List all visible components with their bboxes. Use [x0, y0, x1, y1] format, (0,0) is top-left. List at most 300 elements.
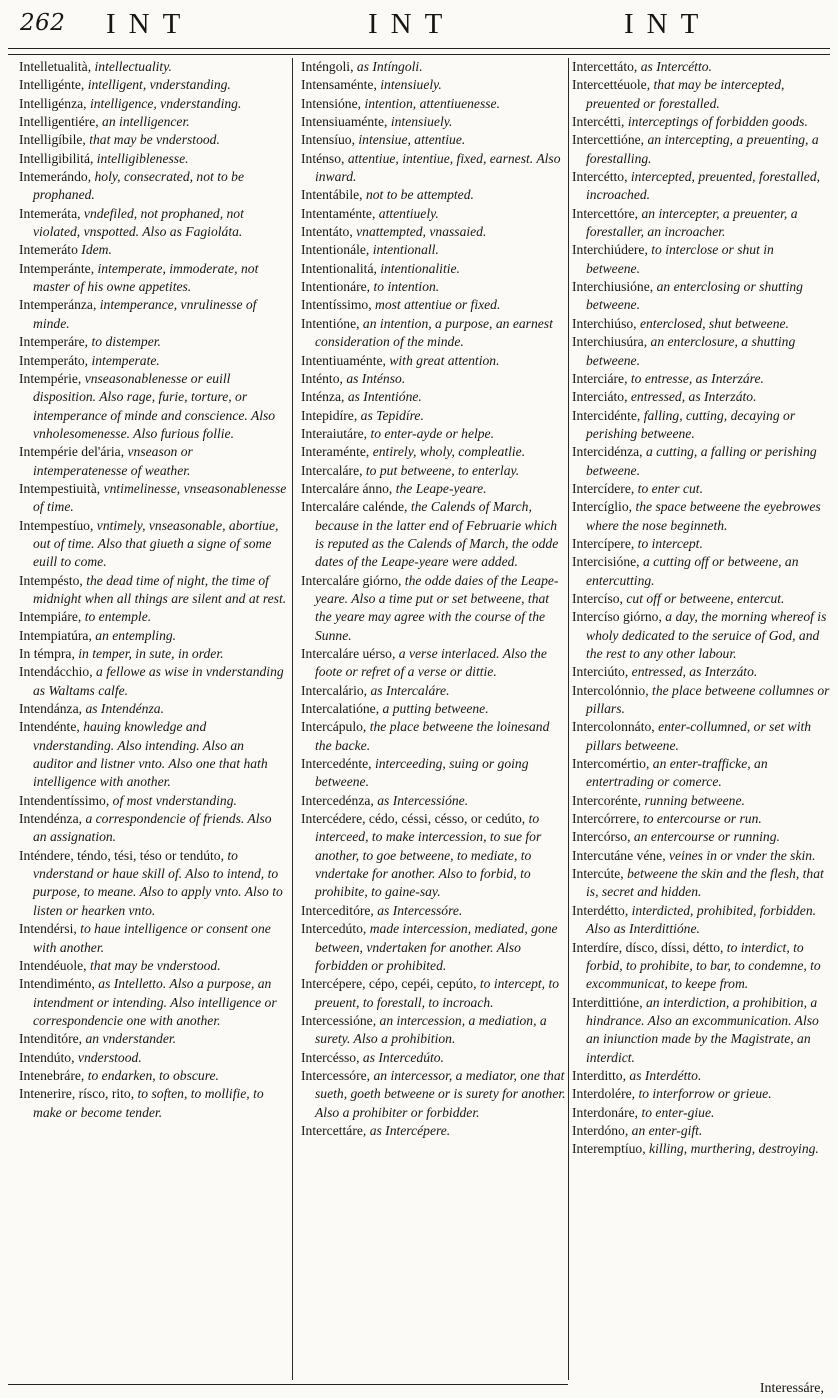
entry-definition: to interclose or shut in betweene.: [586, 242, 774, 276]
dictionary-entry: [19, 352, 287, 370]
entry-definition: intentionalitie.: [380, 260, 460, 276]
dictionary-entry: [301, 296, 567, 314]
dictionary-entry: [301, 1049, 567, 1067]
dictionary-entry: [19, 663, 287, 700]
entry-definition: intercepted, preuented, forestalled, incroached.: [586, 169, 821, 203]
entry-definition: running betweene.: [644, 792, 745, 808]
entry-headword: Interdétto,: [572, 902, 629, 918]
dictionary-entry: [301, 755, 567, 792]
entry-headword: Interdolére,: [572, 1086, 636, 1102]
entry-definition: intensiuely.: [380, 77, 442, 93]
dictionary-entry: [301, 113, 567, 131]
dictionary-entry: [572, 480, 830, 498]
entry-headword: Intercaláre uérso,: [301, 646, 396, 661]
entry-headword: Intenebráre,: [19, 1067, 85, 1083]
entry-definition: an intercessor, a mediator, one that sueth, goeth betweene or is surety for another. Also a prohibiter or forbidder.: [315, 1067, 566, 1120]
entry-definition: vnseasonablenesse or euill disposition. Also rage, furie, torture, or intemperance of minde and conscience. Also vnholesomenesse. Also furious follie.: [33, 370, 276, 441]
dictionary-entry: [572, 810, 830, 828]
entry-definition: interceptings of forbidden goods.: [627, 114, 808, 130]
entry-headword: Intercédere, cédo, céssi, césso, or cedúto,: [301, 811, 526, 827]
entry-headword: Inténza,: [301, 389, 345, 405]
dictionary-entry: [19, 205, 287, 242]
dictionary-entry: [572, 1067, 830, 1085]
entry-definition: intellectuality.: [94, 59, 172, 74]
entry-definition: with great attention.: [389, 352, 500, 368]
entry-definition: as Interdétto.: [629, 1067, 702, 1083]
dictionary-entry: [19, 370, 287, 443]
dictionary-entry: [301, 76, 567, 94]
dictionary-entry: [19, 296, 287, 333]
entry-headword: Intercépere, cépo, cepéi, cepúto,: [301, 976, 477, 992]
running-head-center: INT: [368, 8, 456, 40]
dictionary-entry: [301, 443, 567, 461]
entry-definition: to intercept.: [637, 535, 703, 551]
dictionary-entry: [19, 95, 287, 113]
dictionary-entry: [301, 223, 567, 241]
entry-headword: Intercíso,: [572, 590, 623, 606]
entry-definition: to put betweene, to enterlay.: [365, 462, 520, 478]
entry-definition: an enterclosure, a shutting betweene.: [586, 334, 796, 368]
entry-definition: the dead time of night, the time of midnight when all things are silent and at rest.: [33, 572, 287, 606]
entry-headword: Intemeráta,: [19, 205, 81, 221]
dictionary-entry: [301, 388, 567, 406]
entry-headword: Intendúto,: [19, 1049, 75, 1065]
entry-headword: Intentionalitá,: [301, 260, 377, 276]
entry-headword: Intercétto,: [572, 169, 628, 185]
entry-definition: vnattempted, vnassaied.: [356, 224, 487, 240]
dictionary-entry: [301, 352, 567, 370]
entry-definition: an intelligencer.: [102, 114, 190, 130]
entry-headword: Intendénte,: [19, 719, 80, 735]
running-head-right: INT: [624, 8, 712, 40]
entry-definition: a cutting off or betweene, an entercutting.: [586, 554, 799, 588]
entry-definition: a day, the morning whereof is wholy dedicated to the seruice of God, and the rest to any other labour.: [586, 609, 827, 661]
entry-headword: Intelletualità,: [19, 59, 92, 74]
running-head-left: INT: [106, 8, 194, 40]
entry-definition: an entempling.: [95, 627, 177, 643]
entry-definition: to enter cut.: [637, 480, 703, 496]
dictionary-entry: [572, 498, 830, 535]
entry-definition: a fellowe as wise in vnderstanding as Waltams calfe.: [33, 664, 284, 698]
entry-headword: Intentionáre,: [301, 279, 371, 295]
entry-headword: Inténdere, téndo, tési, téso or tendúto,: [19, 847, 224, 863]
entry-definition: to intercept, to preuent, to forestall, to incroach.: [315, 976, 560, 1010]
entry-headword: Intercalatióne,: [301, 701, 380, 717]
dictionary-entry: [301, 902, 567, 920]
dictionary-entry: [572, 315, 830, 333]
entry-definition: an intercession, a mediation, a surety. Also a prohibition.: [315, 1012, 547, 1047]
entry-definition: not to be attempted.: [365, 187, 474, 203]
dictionary-entry: [301, 425, 567, 443]
dictionary-entry: [301, 241, 567, 259]
entry-definition: intention, attentiuenesse.: [364, 95, 500, 111]
entry-definition: the place betweene the loinesand the backe.: [315, 719, 550, 753]
entry-headword: Intercúte,: [572, 866, 624, 882]
entry-definition: a verse interlaced. Also the foote or refret of a verse or dittie.: [315, 646, 547, 680]
entry-headword: Intercettióne,: [572, 132, 645, 148]
entry-headword: Intercaláre giórno,: [301, 572, 402, 588]
dictionary-entry: [19, 700, 287, 718]
entry-headword: Intentióne,: [301, 315, 360, 331]
dictionary-entry: [301, 682, 567, 700]
entry-headword: Intempestiuità,: [19, 480, 101, 496]
entry-definition: intentionall.: [372, 242, 439, 258]
entry-definition: as Intercedúto.: [362, 1049, 444, 1065]
entry-headword: Intercomértio,: [572, 756, 650, 772]
entry-definition: intelligent, vnderstanding.: [87, 77, 231, 93]
entry-headword: Interceditóre,: [301, 902, 374, 918]
entry-headword: Intercésso,: [301, 1049, 360, 1065]
entry-headword: Intepidíre,: [301, 407, 358, 423]
dictionary-entry: [572, 939, 830, 994]
entry-headword: Intercídere,: [572, 480, 635, 496]
dictionary-entry: [301, 920, 567, 975]
dictionary-entry: [19, 1030, 287, 1048]
dictionary-entry: [572, 58, 830, 76]
dictionary-entry: [301, 95, 567, 113]
dictionary-entry: [19, 608, 287, 626]
entry-definition: vnderstood.: [77, 1049, 142, 1065]
entry-headword: Intentaménte,: [301, 205, 376, 221]
entry-definition: as Intercessóre.: [377, 902, 463, 918]
column-divider-2: [568, 58, 569, 1380]
entry-headword: Intempiáre,: [19, 609, 82, 625]
footer-rule: [8, 1384, 568, 1385]
dictionary-entry: [19, 58, 287, 76]
dictionary-entry: [19, 1067, 287, 1085]
entry-headword: Intentiuaménte,: [301, 352, 386, 368]
entry-headword: Intempésto,: [19, 572, 83, 588]
entry-headword: Intercidénza,: [572, 444, 643, 460]
dictionary-entry: [301, 150, 567, 187]
entry-headword: Intendiménto,: [19, 976, 95, 992]
entry-headword: Intercessóre,: [301, 1067, 371, 1083]
entry-headword: Intercettáre,: [301, 1122, 367, 1138]
dictionary-entry: [19, 76, 287, 94]
entry-headword: Intercápulo,: [301, 719, 367, 735]
entry-headword: Intelligénte,: [19, 77, 85, 93]
entry-definition: as Inténso.: [346, 370, 406, 386]
entry-headword: Intendénza,: [19, 811, 83, 827]
dictionary-entry: [19, 168, 287, 205]
dictionary-entry: [572, 333, 830, 370]
dictionary-entry: [572, 407, 830, 444]
entry-definition: to enter-ayde or helpe.: [370, 425, 494, 441]
entry-headword: Intenditóre,: [19, 1031, 83, 1047]
entry-headword: Interaiutáre,: [301, 425, 368, 441]
entry-headword: Intemperáre,: [19, 334, 89, 350]
entry-definition: hauing knowledge and vnderstanding. Also intending. Also an auditor and listner vnto. Also one that hath intelligence with another.: [33, 719, 268, 790]
entry-headword: Intercétti,: [572, 114, 625, 130]
entry-headword: Intensaménte,: [301, 77, 377, 93]
dictionary-entry: [572, 241, 830, 278]
column-middle: [301, 58, 567, 1378]
header-rule-bottom: [8, 54, 830, 55]
entry-headword: Interciúto,: [572, 664, 629, 680]
dictionary-entry: [301, 407, 567, 425]
entry-definition: to entercourse or run.: [642, 811, 762, 827]
dictionary-entry: [572, 847, 830, 865]
entry-definition: attentiuely.: [378, 205, 439, 221]
dictionary-entry: [301, 480, 567, 498]
dictionary-entry: [572, 113, 830, 131]
entry-definition: an enter-gift.: [631, 1122, 703, 1138]
dictionary-entry: [572, 443, 830, 480]
dictionary-entry: [301, 278, 567, 296]
column-left: [19, 58, 287, 1378]
entry-headword: Interciáre,: [572, 370, 628, 386]
entry-definition: an interdiction, a prohibition, a hindrance. Also an excommunication. Also an iniunction made by the Magistrate, an interdict.: [586, 994, 819, 1065]
dictionary-entry: [572, 168, 830, 205]
dictionary-entry: [301, 315, 567, 352]
dictionary-entry: [19, 920, 287, 957]
entry-headword: Intempiatúra,: [19, 627, 92, 643]
dictionary-entry: [572, 865, 830, 902]
dictionary-entry: [572, 755, 830, 792]
entry-definition: the odde daies of the Leape-yeare. Also a time put or set betweene, that the yeare may agree with the course of the Sunne.: [315, 572, 559, 643]
entry-headword: Intercórso,: [572, 829, 631, 845]
dictionary-entry: [19, 645, 287, 663]
entry-definition: a cutting, a falling or perishing betweene.: [586, 444, 817, 478]
entry-definition: in temper, in sute, in order.: [78, 646, 224, 661]
dictionary-entry: [301, 498, 567, 571]
entry-definition: entressed, as Interzáto.: [631, 664, 758, 680]
page-number: 262: [20, 10, 66, 36]
entry-headword: Intercaláre ánno,: [301, 480, 393, 496]
entry-headword: Intercorénte,: [572, 792, 642, 808]
dictionary-entry: [301, 810, 567, 902]
dictionary-entry: [572, 718, 830, 755]
entry-definition: an intercepter, a preuenter, a forestaller, an incroacher.: [586, 205, 798, 240]
entry-definition: the Leape-yeare.: [395, 480, 487, 496]
dictionary-entry: [572, 1085, 830, 1103]
entry-definition: as Intelletto. Also a purpose, an intendment or intending. Also intelligence or correspondencie one with another.: [33, 976, 277, 1028]
entry-definition: an enter-trafficke, an entertrading or comerce.: [586, 756, 768, 790]
entry-headword: Intercedúto,: [301, 921, 367, 937]
dictionary-entry: [572, 205, 830, 242]
entry-headword: Interdonáre,: [572, 1104, 639, 1120]
entry-headword: Intentábile,: [301, 187, 363, 203]
entry-definition: veines in or vnder the skin.: [669, 847, 816, 863]
dictionary-entry: [572, 370, 830, 388]
entry-definition: most attentiue or fixed.: [375, 297, 501, 313]
entry-definition: the space betweene the eyebrowes where the nose beginneth.: [586, 499, 821, 533]
header-rule-top: [8, 48, 830, 49]
dictionary-entry: [572, 278, 830, 315]
entry-definition: to entresse, as Interzáre.: [630, 370, 764, 386]
dictionary-entry: [301, 260, 567, 278]
entry-definition: to interceed, to make intercession, to sue for another, to goe betweene, to mediate, to vndertake for another. Also to forbid, to prohibite, to gaine-say.: [315, 811, 542, 900]
dictionary-entry: [572, 1140, 830, 1158]
entry-definition: the place betweene collumnes or pillars.: [586, 682, 830, 717]
entry-definition: vntimelinesse, vnseasonablenesse of time.: [33, 480, 287, 515]
entry-definition: intemperance, vnrulinesse of minde.: [33, 297, 257, 331]
entry-definition: attentiue, intentiue, fixed, earnest. Also inward.: [315, 150, 561, 185]
entry-definition: to endarken, to obscure.: [87, 1067, 219, 1083]
entry-headword: Intercettóre,: [572, 205, 639, 221]
dictionary-entry: [19, 443, 287, 480]
entry-headword: Intercaláre,: [301, 462, 363, 478]
entry-definition: an intercepting, a preuenting, a forestalling.: [586, 132, 819, 166]
entry-definition: to vnderstand or haue skill of. Also to intend, to purpose, to meane. Also to apply vnto. Also to listen or hearken vnto.: [33, 847, 283, 918]
dictionary-entry: [572, 902, 830, 939]
entry-definition: intemperate.: [91, 352, 160, 368]
entry-headword: Interdíre, dísco, díssi, détto,: [572, 939, 724, 955]
entry-definition: to haue intelligence or consent one with another.: [33, 921, 271, 955]
dictionary-entry: [19, 1085, 287, 1122]
dictionary-entry: [301, 186, 567, 204]
dictionary-entry: [572, 1122, 830, 1140]
dictionary-entry: [19, 260, 287, 297]
entry-headword: Interditto,: [572, 1067, 626, 1083]
entry-headword: Intensíuo,: [301, 132, 355, 148]
entry-headword: Intercolónnio,: [572, 682, 649, 698]
entry-definition: enterclosed, shut betweene.: [639, 315, 789, 331]
page-header: [0, 0, 838, 44]
dictionary-entry: [19, 131, 287, 149]
dictionary-entry: [572, 131, 830, 168]
dictionary-entry: [301, 58, 567, 76]
dictionary-entry: [572, 792, 830, 810]
entry-headword: Intempérie,: [19, 370, 82, 386]
dictionary-entry: [301, 718, 567, 755]
dictionary-entry: [19, 1049, 287, 1067]
entry-headword: Intentíssimo,: [301, 297, 372, 313]
dictionary-entry: [572, 608, 830, 663]
entry-definition: enter-collumned, or set with pillars betweene.: [586, 719, 812, 753]
dictionary-entry: [19, 847, 287, 920]
entry-definition: as Intercessióne.: [377, 792, 469, 808]
entry-headword: Intercolonnáto,: [572, 719, 655, 735]
entry-definition: to interforrow or grieue.: [638, 1086, 772, 1102]
entry-headword: Intercedénte,: [301, 756, 372, 772]
entry-headword: Interchiúdere,: [572, 242, 648, 258]
dictionary-entry: [301, 700, 567, 718]
dictionary-entry: [301, 370, 567, 388]
entry-headword: Interciáto,: [572, 389, 628, 405]
entry-definition: vnseason or intemperatenesse of weather.: [33, 444, 193, 478]
entry-headword: Interemptíuo,: [572, 1141, 646, 1157]
entry-definition: to soften, to mollifie, to make or become tender.: [33, 1086, 264, 1120]
entry-headword: Intercettáto,: [572, 59, 638, 74]
entry-definition: as Intercaláre.: [370, 682, 450, 698]
entry-headword: Intercidénte,: [572, 407, 641, 423]
entry-headword: Intercessióne,: [301, 1012, 377, 1028]
dictionary-entry: [301, 462, 567, 480]
entry-headword: Intendéuole,: [19, 957, 87, 973]
entry-headword: Intercíglio,: [572, 499, 633, 515]
dictionary-entry: [572, 828, 830, 846]
entry-headword: Intercíso giórno,: [572, 609, 662, 625]
entry-definition: Idem.: [81, 242, 112, 258]
entry-headword: Interdittióne,: [572, 994, 643, 1010]
dictionary-entry: [19, 517, 287, 572]
entry-definition: intelligiblenesse.: [96, 150, 189, 166]
entry-definition: as Tepidíre.: [360, 407, 424, 423]
dictionary-entry: [572, 994, 830, 1067]
entry-headword: Intemperáto,: [19, 352, 89, 368]
dictionary-entry: [19, 718, 287, 791]
entry-headword: Intemperánte,: [19, 260, 95, 276]
column-right: [572, 58, 830, 1378]
entry-definition: entressed, as Interzáto.: [630, 389, 757, 405]
dictionary-entry: [19, 572, 287, 609]
dictionary-entry: [572, 388, 830, 406]
entry-headword: Interchiusúra,: [572, 334, 648, 350]
entry-definition: holy, consecrated, not to be prophaned.: [33, 169, 244, 203]
dictionary-entry: [19, 792, 287, 810]
dictionary-entry: [301, 572, 567, 645]
entry-definition: intelligence, vnderstanding.: [89, 95, 242, 111]
entry-definition: an vnderstander.: [85, 1031, 177, 1047]
entry-definition: an entercourse or running.: [633, 829, 780, 845]
entry-headword: Intemeráto: [19, 242, 78, 258]
entry-definition: to intention.: [373, 279, 440, 295]
entry-headword: Intendérsi,: [19, 921, 77, 937]
dictionary-entry: [572, 663, 830, 681]
entry-definition: to entemple.: [84, 609, 152, 625]
entry-headword: Inténgoli,: [301, 59, 354, 74]
entry-definition: as Intíngoli.: [356, 59, 423, 74]
entry-definition: intemperate, immoderate, not master of his owne appetites.: [33, 260, 259, 295]
entry-definition: to interdict, to forbid, to prohibite, to bar, to condemne, to excommunicat, to keepe from.: [586, 939, 821, 992]
entry-headword: Intelligibilitá,: [19, 150, 94, 166]
dictionary-entry: [572, 1104, 830, 1122]
entry-headword: Inténso,: [301, 150, 345, 166]
dictionary-entry: [301, 131, 567, 149]
entry-definition: killing, murthering, destroying.: [649, 1141, 819, 1157]
entry-headword: Interdóno,: [572, 1122, 629, 1138]
entry-definition: of most vnderstanding.: [112, 792, 237, 808]
entry-definition: that may be vnderstood.: [89, 957, 221, 973]
entry-headword: Intercedénza,: [301, 792, 374, 808]
entry-definition: as Intercétto.: [640, 59, 712, 74]
dictionary-entry: [19, 627, 287, 645]
dictionary-entry: [19, 957, 287, 975]
entry-definition: entirely, wholy, compleatlie.: [372, 444, 526, 460]
dictionary-entry: [19, 113, 287, 131]
entry-headword: Intensiuaménte,: [301, 114, 388, 130]
dictionary-entry: [301, 975, 567, 1012]
entry-headword: Intenerire, rísco, rito,: [19, 1086, 135, 1102]
dictionary-entry: [19, 975, 287, 1030]
entry-definition: to distemper.: [91, 334, 161, 350]
catchword: Interessáre,: [759, 1381, 824, 1396]
entry-headword: Intercettéuole,: [572, 77, 651, 93]
entry-definition: an enterclosing or shutting betweene.: [586, 279, 803, 313]
dictionary-entry: [19, 241, 287, 259]
entry-headword: Intendentíssimo,: [19, 792, 110, 808]
entry-definition: that may be vnderstood.: [89, 132, 220, 148]
dictionary-entry: [572, 76, 830, 113]
entry-definition: cut off or betweene, entercut.: [626, 590, 785, 606]
entry-headword: Intercípere,: [572, 535, 635, 551]
entry-headword: Interchiúso,: [572, 315, 637, 331]
entry-definition: intensiuely.: [390, 114, 453, 130]
dictionary-entry: [301, 1067, 567, 1122]
entry-headword: Interchiusióne,: [572, 279, 654, 295]
entry-definition: interceeding, suing or going betweene.: [315, 756, 529, 790]
column-divider-1: [292, 58, 293, 1380]
entry-definition: intensiue, attentiue.: [358, 132, 466, 148]
entry-definition: made intercession, mediated, gone between, vndertaken for another. Also forbidden or prohibited.: [315, 921, 558, 973]
dictionary-entry: [19, 333, 287, 351]
entry-definition: as Intendénza.: [85, 701, 164, 717]
entry-headword: Intercisióne,: [572, 554, 640, 570]
entry-definition: to enter-giue.: [641, 1104, 715, 1120]
dictionary-entry: [301, 645, 567, 682]
entry-headword: Intercalário,: [301, 682, 368, 698]
